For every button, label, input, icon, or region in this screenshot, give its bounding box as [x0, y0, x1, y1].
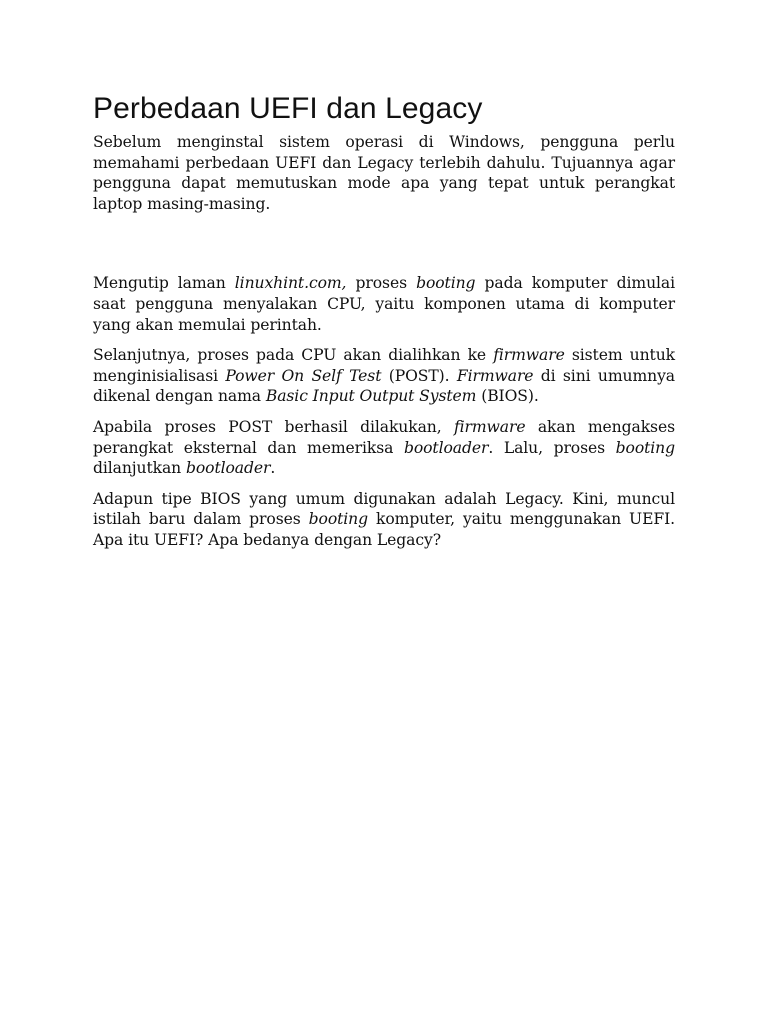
text-run: .: [270, 459, 276, 478]
italic-term: booting: [308, 510, 368, 529]
text-run: Apabila proses POST berhasil dilakukan,: [93, 417, 454, 436]
article-title: Perbedaan UEFI dan Legacy: [93, 92, 483, 125]
italic-term: firmware: [493, 346, 565, 365]
text-run: Adapun tipe BIOS yang umum digunakan adalah Legacy. Kini, muncul istilah baru dalam proses: [93, 489, 675, 529]
italic-term: booting: [416, 274, 476, 293]
document-page: [93, 92, 675, 561]
intro-paragraph: Sebelum menginstal sistem operasi di Windows, pengguna perlu memahami perbedaan UEFI dan Legacy terlebih dahulu. Tujuannya agar pengguna dapat memutuskan mode apa yang tepat untuk perangkat laptop masing-masing.: [93, 133, 675, 213]
italic-term: booting: [615, 438, 675, 457]
source-site-text: linuxhint.com,: [234, 274, 347, 293]
paragraph-bios-uefi: [93, 489, 675, 551]
italic-term: Basic Input Output System: [265, 387, 477, 406]
italic-term: bootloader: [403, 438, 489, 457]
text-run: pada komputer dimulai saat pengguna menyalakan CPU, yaitu komponen utama di komputer yang akan memulai perintah.: [93, 274, 675, 334]
paragraph-bootloader: [93, 417, 675, 479]
italic-term: Firmware: [456, 366, 534, 385]
text-run: (POST).: [381, 366, 457, 385]
text-run: akan mengakses perangkat eksternal dan memeriksa: [93, 417, 675, 457]
text-run: Mengutip laman: [93, 274, 235, 293]
text-run: . Lalu, proses: [488, 438, 616, 457]
italic-term: bootloader: [186, 459, 271, 478]
text-run: komputer, yaitu menggunakan UEFI. Apa itu UEFI? Apa bedanya dengan Legacy?: [93, 510, 675, 549]
paragraph-firmware-post: [93, 345, 675, 407]
italic-term: firmware: [453, 417, 526, 436]
text-run: sistem untuk menginisialisasi: [93, 346, 676, 385]
paragraph-booting-source: [93, 273, 675, 335]
text-run: (BIOS).: [476, 387, 539, 406]
text-run: Selanjutnya, proses pada CPU akan dialihkan ke: [93, 346, 494, 365]
text-run: dilanjutkan: [93, 459, 186, 478]
text-run: di sini umumnya dikenal dengan nama: [93, 366, 675, 406]
italic-term: Power On Self Test: [225, 366, 382, 385]
text-run: proses: [346, 274, 417, 293]
section-gap: [93, 214, 675, 273]
